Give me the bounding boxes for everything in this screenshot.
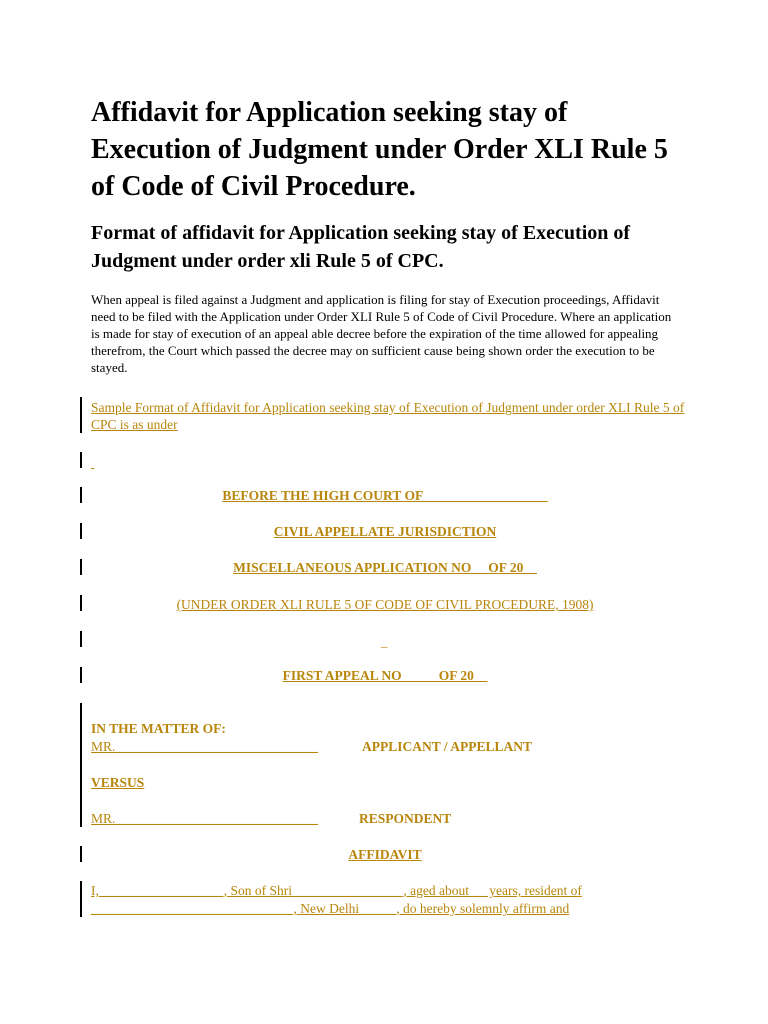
affidavit-body-line-2: ______________________________, New Delhi _____, do hereby solemnly affirm and: [91, 901, 570, 916]
jurisdiction-heading: CIVIL APPELLATE JURISDICTION: [273, 524, 497, 539]
misc-application-heading: MISCELLANEOUS APPLICATION NO__ OF 20__: [233, 560, 537, 575]
change-bar: [80, 595, 82, 611]
applicant-name-field: MR.______________________________: [91, 739, 318, 754]
page-subtitle: Format of affidavit for Application seeking stay of Execution of Judgment under order xli Rule 5 of CPC.: [91, 222, 631, 272]
under-order-line: (UNDER ORDER XLI RULE 5 OF CODE OF CIVIL PROCEDURE, 1908): [176, 597, 594, 612]
change-bar: [80, 881, 82, 917]
change-bar: [80, 487, 82, 503]
change-bar: [80, 523, 82, 539]
sample-format-link[interactable]: Sample Format of Affidavit for Application seeking stay of Execution of Judgment under order XLI Rule 5 of CPC is as under: [91, 400, 685, 432]
change-bar: [80, 846, 82, 862]
change-bar: [80, 397, 82, 433]
first-appeal-heading: FIRST APPEAL NO _____OF 20__: [282, 668, 488, 683]
affidavit-body-line-1: I, __________________, Son of Shri ________________, aged about __ years, resident of: [91, 883, 582, 898]
change-bar: [80, 667, 82, 683]
change-bar: [80, 559, 82, 575]
matter-heading: IN THE MATTER OF:: [91, 721, 226, 736]
change-bar: [80, 703, 82, 827]
applicant-role: APPLICANT / APPELLANT: [362, 739, 533, 754]
respondent-role: RESPONDENT: [359, 811, 452, 826]
affidavit-heading: AFFIDAVIT: [348, 847, 422, 862]
versus-label: VERSUS: [91, 775, 145, 790]
page-title: Affidavit for Application seeking stay of Execution of Judgment under Order XLI Rule 5 of Code of Civil Procedure.: [91, 97, 668, 202]
change-bar: [80, 452, 82, 468]
respondent-name-field: MR.______________________________: [91, 811, 318, 826]
intro-paragraph: When appeal is filed against a Judgment and application is filing for stay of Execution proceedings, Affidavit need to be filed with the Application under Order XLI Rule 5 of Code of Civil Procedure. Where an application is made for stay of execution of an appeal able decree before the expiration of the time allowed for appealing therefrom, the Court which passed the decree may on sufficient cause being shown order the execution to be stayed.: [91, 292, 672, 375]
blank-line-marker: [91, 455, 94, 471]
court-heading: BEFORE THE HIGH COURT OF __________________: [222, 488, 548, 503]
blank-line-marker: _: [381, 634, 388, 649]
change-bar: [80, 631, 82, 647]
